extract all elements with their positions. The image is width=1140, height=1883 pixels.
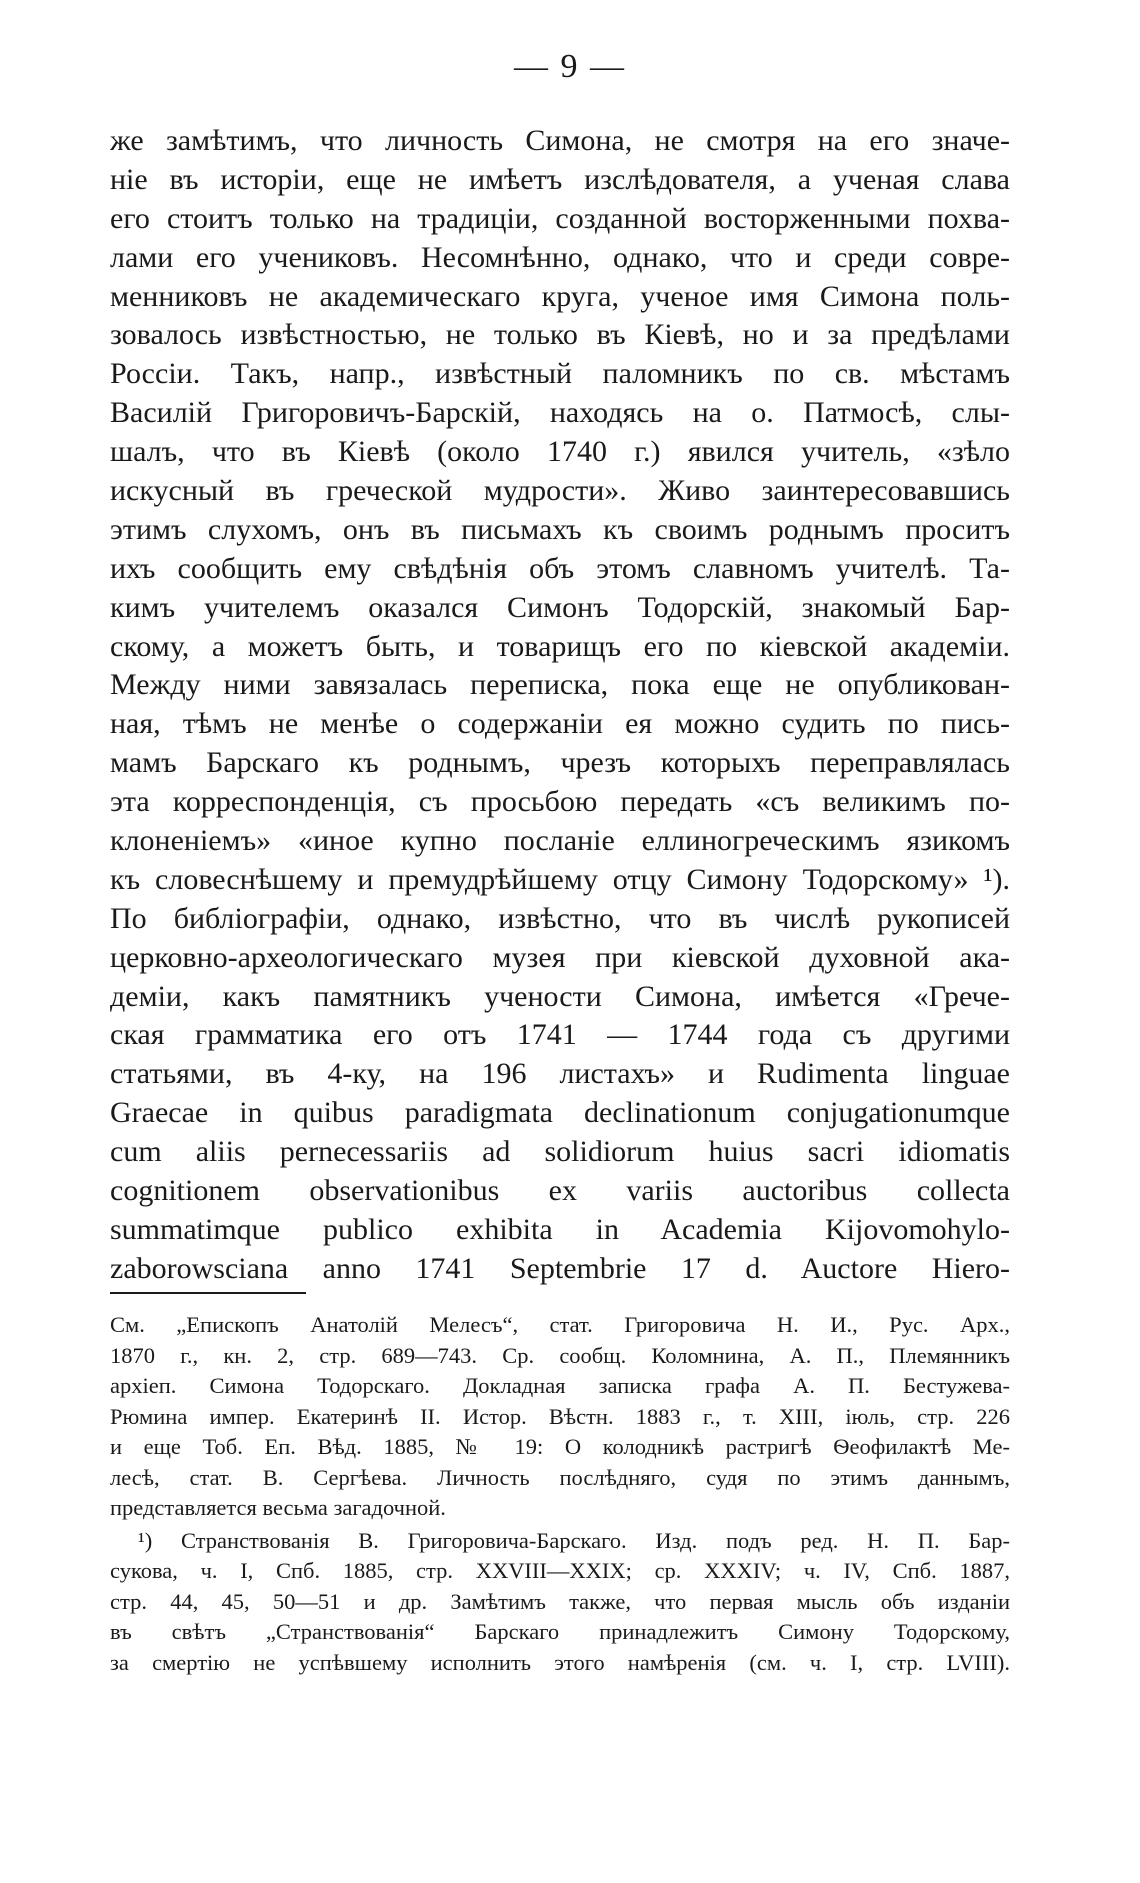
text-line: эта корреспонденція, съ просьбою передать «съ великимъ по- (110, 785, 1010, 819)
footnote-line: лесѣ, стат. В. Сергѣева. Личность послѣдняго, судя по этимъ даннымъ, (110, 1464, 1010, 1490)
footnote-line: представляется весьма загадочной. (110, 1495, 446, 1520)
text-line: Graecae in quibus paradigmata declinationum conjugationumque (110, 1096, 1010, 1130)
text-line: же замѣтимъ, что личность Симона, не смотря на его значе- (110, 124, 1010, 157)
footnote-line: и еще Тоб. Еп. Вѣд. 1885, № 19: О колодникѣ растригѣ Ѳеофилактѣ Ме- (110, 1434, 1010, 1459)
footnote-line: архіеп. Симона Тодорскаго. Докладная записка графа А. П. Бестужева- (110, 1373, 1010, 1398)
text-line: cognitionem observationibus ex variis auctoribus collecta (110, 1174, 1010, 1208)
text-line: къ словеснѣшему и премудрѣйшему отцу Симону Тодорскому» ¹). (110, 862, 1010, 896)
text-line: его стоитъ только на традиціи, созданной восторженными похва- (110, 201, 1010, 235)
text-line: Между ними завязалась переписка, пока еще не опубликован- (110, 668, 1010, 702)
text-line: зовалось извѣстностью, не только въ Кіевѣ, но и за предѣлами (110, 318, 1010, 352)
text-line: искусный въ греческой мудрости». Живо заинтересовавшись (110, 474, 1010, 508)
text-line: кимъ учителемъ оказался Симонъ Тодорскій, знакомый Бар- (110, 590, 1010, 624)
text-line: ихъ сообщить ему свѣдѣнія объ этомъ славномъ учителѣ. Та- (110, 551, 1010, 585)
footnote-1 (110, 1526, 1010, 1679)
text-line: церковно-археологическаго музея при кіевской духовной ака- (110, 940, 1010, 974)
text-line: статьями, въ 4-ку, на 196 листахъ» и Rudimenta linguae (110, 1057, 1010, 1091)
text-line: Россіи. Такъ, напр., извѣстный паломникъ по св. мѣстамъ (110, 357, 1010, 391)
page-number: — 9 — (514, 48, 626, 85)
text-line: ніе въ исторіи, еще не имѣетъ изслѣдователя, а ученая слава (110, 162, 1010, 196)
text-line: скому, а можетъ быть, и товарищъ его по кіевской академіи. (110, 629, 1010, 663)
footnotes (110, 1310, 1010, 1678)
text-line: шалъ, что въ Кіевѣ (около 1740 г.) явился учитель, «зѣло (110, 435, 1010, 469)
text-line: summatimque publico exhibita in Academia Kijovomohylo- (110, 1212, 1010, 1246)
text-line: менниковъ не академическаго круга, ученое имя Симона поль- (110, 279, 1010, 313)
footnote-line: въ свѣтъ „Странствованія“ Барскаго принадлежитъ Симону Тодорскому, (110, 1619, 1010, 1644)
text-line: деміи, какъ памятникъ учености Симона, имѣется «Грече- (110, 979, 1010, 1013)
footnote-line: См. „Епископъ Анатолій Мелесъ“, стат. Григоровича Н. И., Рус. Арх., (110, 1312, 1010, 1337)
text-line: этимъ слухомъ, онъ въ письмахъ къ своимъ роднымъ проситъ (110, 512, 1010, 546)
main-text (110, 122, 1010, 1289)
text-line: ная, тѣмъ не менѣе о содержаніи ея можно судить по пись- (110, 707, 1010, 741)
text-line: мамъ Барскаго къ роднымъ, чрезъ которыхъ переправлялась (110, 746, 1010, 780)
footnote-line: Рюмина импер. Екатеринѣ II. Истор. Вѣстн. 1883 г., т. XIII, іюль, стр. 226 (110, 1403, 1010, 1429)
footnote-line: за смертію не успѣвшему исполнить этого намѣренія (см. ч. I, стр. LVIII). (110, 1649, 1010, 1675)
footnote-line: 1870 г., кн. 2, стр. 689—743. Ср. сообщ. Коломнина, А. П., Племянникъ (110, 1342, 1010, 1368)
text-line: zaborowsciana anno 1741 Septembrie 17 d. Auctore Hiero- (110, 1251, 1010, 1285)
text-line: лами его учениковъ. Несомнѣнно, однако, что и среди совре- (110, 240, 1010, 274)
footnote-untitled (110, 1310, 1010, 1524)
text-line: клоненіемъ» «иное купно посланіе еллиногреческимъ язикомъ (110, 824, 1010, 858)
footnote-line: ¹) Странствованія В. Григоровича-Барскаго. Изд. подъ ред. Н. П. Бар- (138, 1527, 1010, 1553)
footnote-divider (110, 1292, 306, 1294)
footnote-line: сукова, ч. I, Спб. 1885, стр. XXVIII—XXIX; ср. XXXIV; ч. IV, Спб. 1887, (110, 1558, 1010, 1583)
text-line: По библіографіи, однако, извѣстно, что въ числѣ рукописей (110, 901, 1010, 935)
footnote-line: стр. 44, 45, 50—51 и др. Замѣтимъ также, что первая мысль объ изданіи (110, 1588, 1010, 1614)
text-line: cum aliis pernecessariis ad solidiorum huius sacri idiomatis (110, 1135, 1010, 1169)
text-line: Василій Григоровичъ-Барскій, находясь на о. Патмосѣ, слы- (110, 396, 1010, 430)
text-line: ская грамматика его отъ 1741 — 1744 года съ другими (110, 1018, 1010, 1052)
